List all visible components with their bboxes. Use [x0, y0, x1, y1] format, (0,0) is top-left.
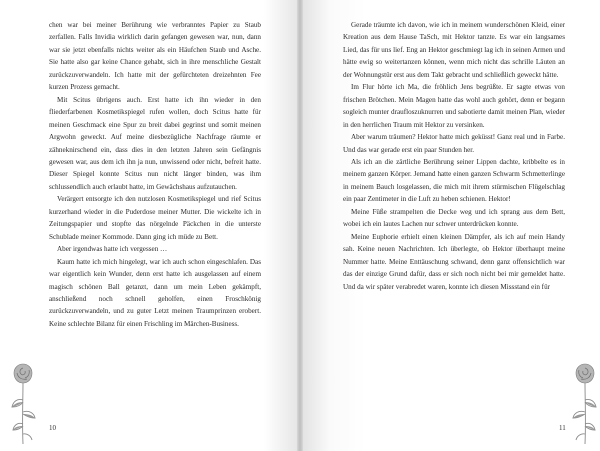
- paragraph: Aber warum träumen? Hektor hatte mich geküsst! Ganz real und in Farbe. Und das war gerade erst ein paar Stunden her.: [343, 133, 565, 154]
- rose-ornament-icon: [570, 360, 600, 446]
- paragraph: Kaum hatte ich mich hingelegt, war ich auch schon eingeschlafen. Das war eigentlich kein Wunder, denn erst hatte ich ausgelassen auf einem magisch schönen Ball getanzt, dann um mein Leben gekämpft, anschließend noch schnell geholfen, einen Froschkönig zurückzuverwandeln, und zu guter Letzt meinen Traumprinzen erobert. Keine schlechte Bilanz für einen Frischling im Märchen-Business.: [49, 257, 261, 328]
- book-gutter: [297, 0, 303, 451]
- paragraph: Mit Scitus übrigens auch. Erst hatte ich ihn wieder in den fliederfarbenen Kosmetikspiegel rufen wollen, doch Scitus hatte für meinen Geschmack eine Spur zu breit dabei gegrinst und somit meinen Argwohn geweckt. Auf meine diesbezügliche Nachfrage räumte er zähneknirschend ein, dass dies in den letzten Jahren sein Gefängnis gewesen war, aus dem ich ihn ja nun, unwissend oder nicht, befreit hatte. Dieser Spiegel konnte Scitus nun nicht länger binden, was ihm schlussendlich auch erlaubt hatte, im Gewächshaus aufzutauchen.: [49, 95, 261, 191]
- paragraph: Aber irgendwas hatte ich vergessen …: [57, 245, 168, 254]
- right-page-text: [343, 19, 565, 293]
- right-page: [300, 0, 600, 451]
- left-page-text: [49, 19, 261, 330]
- paragraph: Als ich an die zärtliche Berührung seiner Lippen dachte, kribbelte es in meinem ganzen Körper. Jemand hatte einen ganzen Schwarm Schmetterlinge in meinem Bauch losgelassen, die mich mit ihrem stürmischen Flügelschlag ein paar Zentimeter in die Luft zu heben schienen. Hektor!: [343, 157, 565, 204]
- paragraph: Im Flur hörte ich Ma, die fröhlich Jens begrüßte. Er sagte etwas von frischen Brötchen. Mein Magen hatte das wohl auch gehört, denn er begann sogleich munter draufloszuknurren und sabotierte damit meinen Plan, wieder in den herrlichen Traum mit Hektor zu versinken.: [343, 83, 565, 129]
- paragraph: Verärgert entsorgte ich den nutzlosen Kosmetikspiegel und rief Scitus kurzerhand wieder in die Puderdose meiner Mutter. Die wickelte ich in Zeitungspapier und stopfte das nörgelnde Päckchen in die unterste Schublade meiner Kommode. Dann ging ich müde zu Bett.: [49, 195, 261, 241]
- paragraph: Meine Füße strampelten die Decke weg und ich sprang aus dem Bett, wobei ich ein lautes Lachen nur schwer unterdrücken konnte.: [343, 207, 565, 229]
- page-number: 11: [559, 424, 566, 432]
- page-number: 10: [49, 424, 56, 432]
- paragraph: chen war bei meiner Berührung wie verbranntes Papier zu Staub zerfallen. Falls Invidia wirklich darin gefangen gewesen war, nun, dann war sie jetzt ebenfalls nichts weiter als ein Häufchen Staub und Asche. Sie hatte also gar keine Chance gehabt, sich in ihre menschliche Gestalt zurückzuverwandeln. Ich hatte mit der gefürchteten dreizehnten Fee kurzen Prozess gemacht.: [49, 21, 261, 92]
- paragraph: Meine Euphorie erhielt einen kleinen Dämpfer, als ich auf mein Handy sah. Keine neuen Nachrichten. Ich überlegte, ob Hektor überhaupt meine Nummer hatte. Meine Enttäuschung schwand, denn ganz offensichtlich war das der einzige Grund dafür, dass er sich noch nicht bei mir gemeldet hatte. Und da wir später verabredet waren, konnte ich diesen Missstand ein für: [343, 232, 565, 291]
- paragraph: Gerade träumte ich davon, wie ich in meinem wunderschönen Kleid, einer Kreation aus dem Hause TaSch, mit Hektor tanzte. Es war ein langsames Lied, das für uns lief. Eng an Hektor geschmiegt lag ich in seinen Armen und hätte ewig so weitertanzen können, wenn mich nicht das schrille Läuten an der Wohnungstür erst aus dem Takt gebracht und schließlich geweckt hätte.: [343, 21, 565, 79]
- rose-ornament-icon: [8, 360, 38, 446]
